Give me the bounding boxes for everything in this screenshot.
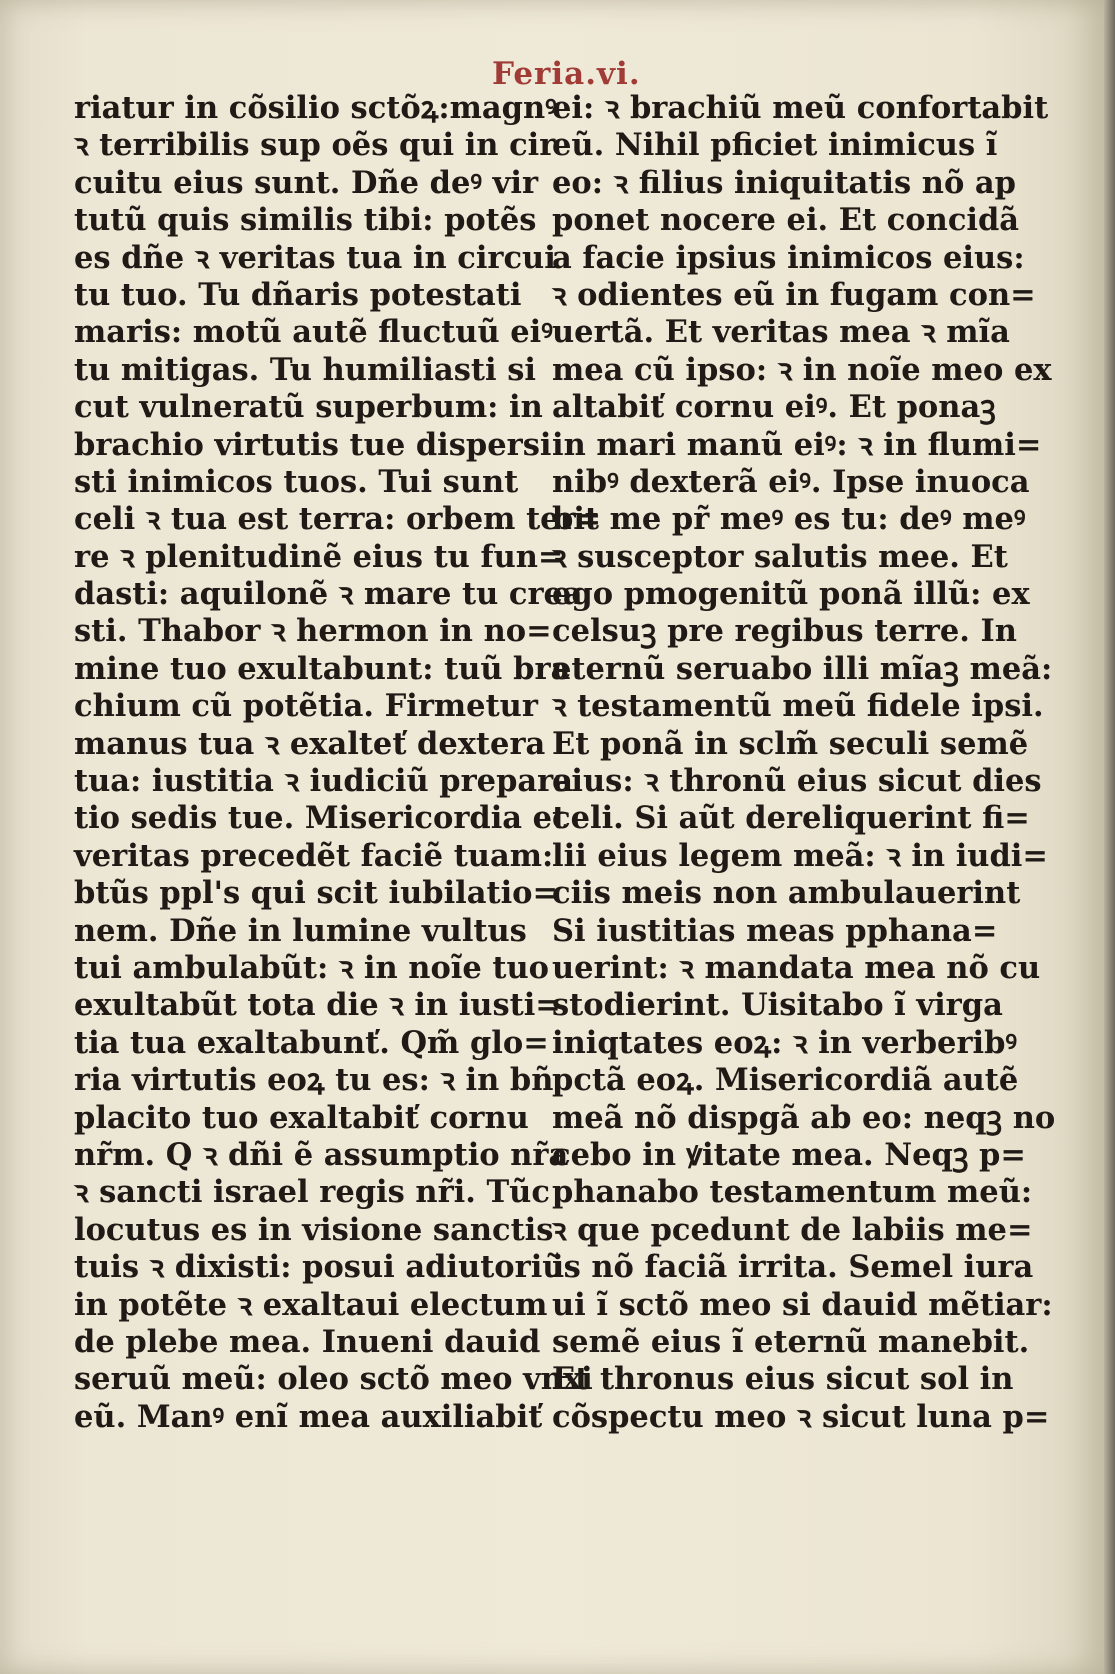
text-line: brachio virtutis tue dispersi (74, 426, 552, 463)
text-line: ꝛ que pcedunt de labiis me= (552, 1211, 1033, 1248)
text-line: ꝛ susceptor salutis mee. Et (552, 538, 1008, 575)
text-line: ꝛ odientes eũ in fugam con= (552, 276, 1036, 313)
text-line: tio sedis tue. Misericordia et (74, 800, 567, 837)
text-line: ria virtutis eoꝝ tu es: ꝛ in bñ (74, 1062, 554, 1099)
text-line: uerint: ꝛ mandata mea nõ cu (552, 949, 1041, 986)
left-column (74, 90, 602, 1436)
text-line: placito tuo exaltabiť cornu (74, 1099, 529, 1136)
text-line: sti inimicos tuos. Tui sunt (74, 463, 519, 500)
text-line: maris: motũ autẽ fluctuũ eiꝰ (74, 314, 553, 351)
text-line: tu tuo. Tu dñaris potestati (74, 276, 522, 313)
text-line: mea cũ ipso: ꝛ in noĩe meo ex (552, 351, 1052, 388)
text-line: es dñe ꝛ veritas tua in circui (74, 239, 556, 276)
text-line: manus tua ꝛ exalteť dextera (74, 725, 546, 762)
text-line: is nõ faciã irrita. Semel iura (552, 1249, 1034, 1286)
text-line: celi. Si aũt dereliquerint fi= (552, 800, 1030, 837)
text-line: Et ponã in sclm̃ seculi semẽ (552, 725, 1029, 762)
text-line: cuitu eius sunt. Dñe deꝰ vir (74, 164, 539, 201)
text-line: ꝛ terribilis sup oẽs qui in cir (74, 127, 556, 164)
text-line: veritas precedẽt faciẽ tuam: (74, 837, 554, 874)
text-line: eo: ꝛ filius iniquitatis nõ ap (552, 164, 1016, 201)
text-line: btũs ppl's qui scit iubilatio= (74, 875, 559, 912)
text-line: eũ. Nihil pficiet inimicus ĩ (552, 127, 998, 164)
text-line: mine tuo exultabunt: tuũ bra (74, 650, 571, 687)
text-line: exultabũt tota die ꝛ in iusti= (74, 987, 561, 1024)
text-line: tuis ꝛ dixisti: posui adiutoriũ (74, 1249, 565, 1286)
text-line: cebo in ꝟitate mea. Neqꝫ p= (552, 1136, 1026, 1173)
text-line: Et thronus eius sicut sol in (552, 1361, 1014, 1398)
text-line: phanabo testamentum meũ: (552, 1174, 1033, 1211)
text-line: nr̃m. Q ꝛ dñi ẽ assumptio nr̃a (74, 1136, 569, 1173)
right-column (552, 90, 1056, 1436)
text-line: pctã eoꝝ. Misericordiã autẽ (552, 1062, 1019, 1099)
text-line: nibꝰ dexterã eiꝰ. Ipse inuoca (552, 463, 1030, 500)
text-line: re ꝛ plenitudinẽ eius tu fun= (74, 538, 564, 575)
text-line: tia tua exaltabunť. Qm̃ glo= (74, 1024, 549, 1061)
text-line: celi ꝛ tua est terra: orbem ter= (74, 501, 602, 538)
text-line: lii eius legem meã: ꝛ in iudi= (552, 837, 1048, 874)
text-line: bit me pr̃ meꝰ es tu: deꝰ meꝰ (552, 501, 1026, 538)
text-line: tutũ quis similis tibi: potẽs (74, 202, 537, 239)
text-line: eius: ꝛ thronũ eius sicut dies (552, 763, 1042, 800)
text-line: chium cũ potẽtia. Firmetur (74, 688, 538, 725)
text-line: in mari manũ eiꝰ: ꝛ in flumi= (552, 426, 1042, 463)
text-line: ciis meis non ambulauerint (552, 875, 1021, 912)
text-line: ꝛ sancti israel regis nr̃i. Tũc (74, 1174, 550, 1211)
text-line: ꝛ testamentũ meũ fidele ipsi. (552, 688, 1044, 725)
text-line: Si iustitias meas pphana= (552, 912, 998, 949)
text-line: nem. Dñe in lumine vultus (74, 912, 527, 949)
text-line: tua: iustitia ꝛ iudiciũ prepara (74, 763, 573, 800)
text-line: tu mitigas. Tu humiliasti si (74, 351, 536, 388)
text-line: ego pmogenitũ ponã illũ: ex (552, 576, 1030, 613)
text-line: sti. Thabor ꝛ hermon in no= (74, 613, 552, 650)
text-line: cõspectu meo ꝛ sicut luna p= (552, 1398, 1050, 1435)
text-line: semẽ eius ĩ eternũ manebit. (552, 1323, 1030, 1360)
text-line: seruũ meũ: oleo sctõ meo vnxi (74, 1361, 593, 1398)
text-line: riatur in cõsilio sctõꝝ:magnꝰ (74, 90, 557, 126)
text-line: locutus es in visione sanctis (74, 1211, 554, 1248)
text-line: de plebe mea. Inueni dauid (74, 1323, 541, 1360)
text-line: eũ. Manꝰ enĩ mea auxiliabiť (74, 1398, 543, 1435)
text-line: iniqtates eoꝝ: ꝛ in verberibꝰ (552, 1024, 1018, 1061)
text-line: altabiť cornu eiꝰ. Et ponaꝫ (552, 389, 996, 426)
text-line: ei: ꝛ brachiũ meũ confortabit (552, 90, 1049, 126)
text-line: ponet nocere ei. Et concidã (552, 202, 1020, 239)
text-line: meã nõ dispgã ab eo: neqꝫ no (552, 1099, 1056, 1136)
text-line: a facie ipsius inimicos eius: (552, 239, 1025, 276)
text-line: tui ambulabũt: ꝛ in noĩe tuo (74, 949, 550, 986)
text-line: dasti: aquilonẽ ꝛ mare tu crea (74, 576, 583, 613)
running-header: Feria.vi. (492, 56, 641, 92)
text-line: in potẽte ꝛ exaltaui electum (74, 1286, 548, 1323)
text-line: celsuꝫ pre regibus terre. In (552, 613, 1017, 650)
text-line: cut vulneratũ superbum: in (74, 389, 543, 426)
page-edge (1104, 0, 1115, 1674)
text-line: uertã. Et veritas mea ꝛ mĩa (552, 314, 1010, 351)
text-line: eternũ seruabo illi mĩaꝫ meã: (552, 650, 1053, 687)
text-line: ui ĩ sctõ meo si dauid mẽtiar: (552, 1286, 1053, 1323)
text-line: stodierint. Uisitabo ĩ virga (552, 987, 1003, 1024)
